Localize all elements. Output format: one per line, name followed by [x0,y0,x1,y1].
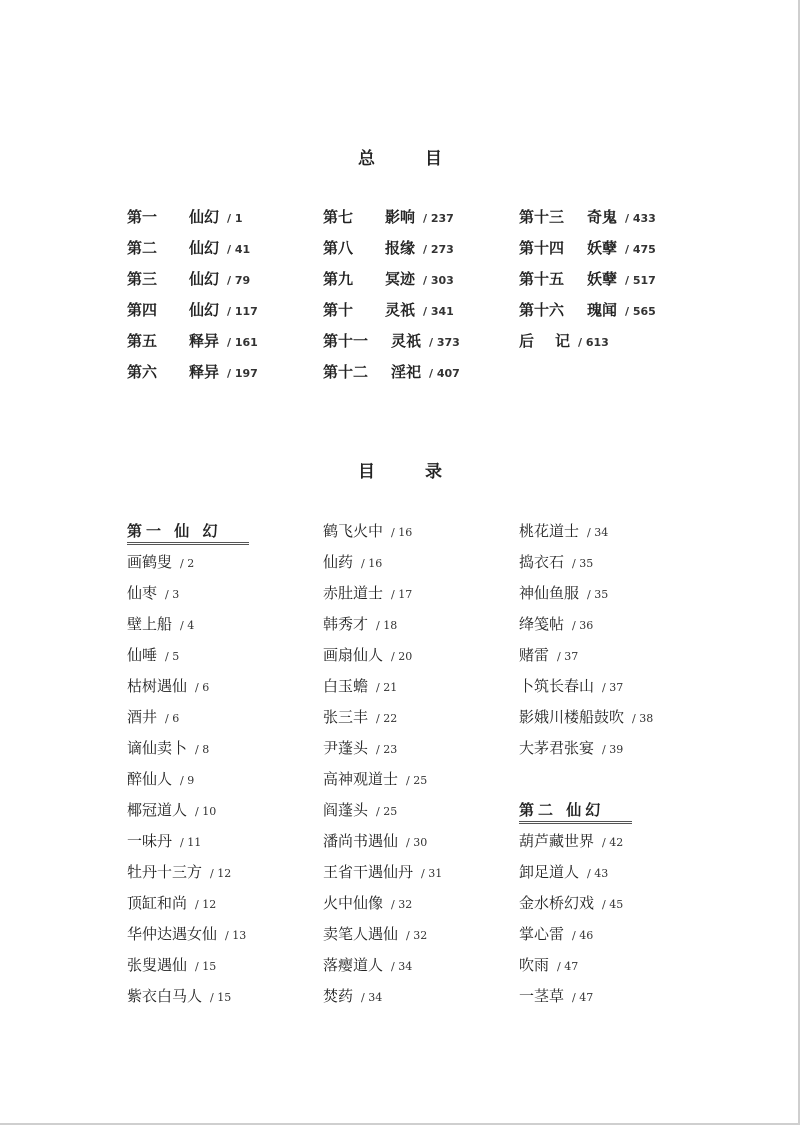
page-number: / 15 [195,960,217,973]
chapter-name: 奇鬼 [587,208,618,226]
chapter-number: 第四 [127,301,158,319]
toc-entry[interactable] [519,949,653,980]
toc-entry[interactable] [127,608,246,639]
spacer [519,763,653,794]
page-number: / 197 [227,367,258,380]
summary-entry[interactable] [127,264,258,295]
page-number: / 2 [180,557,195,570]
toc-entry[interactable] [323,546,442,577]
page-number: / 517 [625,274,656,287]
toc-entry[interactable] [127,701,246,732]
page-number: / 18 [376,619,398,632]
toc-entry[interactable] [323,887,442,918]
page-number: / 407 [429,367,460,380]
entry-title: 仙唾 [127,646,158,664]
page-number: / 25 [376,805,398,818]
entry-title: 捣衣石 [519,553,565,571]
chapter-name: 释异 [189,363,220,381]
toc-entry[interactable] [519,887,653,918]
page-number: / 34 [587,526,609,539]
chapter-name: 灵祇 [391,332,422,350]
toc-entry[interactable] [519,825,653,856]
page-number: / 12 [195,898,217,911]
toc-entry[interactable] [519,701,653,732]
summary-col-3 [519,202,656,357]
page-number: / 9 [180,774,195,787]
toc-entry[interactable] [127,732,246,763]
page-number: / 17 [391,588,413,601]
toc-entry[interactable] [519,577,653,608]
chapter-number: 第二 [127,239,158,257]
toc-entry[interactable] [519,515,653,546]
page-number: / 475 [625,243,656,256]
chapter-name: 释异 [189,332,220,350]
toc-entry[interactable] [127,887,246,918]
summary-entry[interactable] [323,357,460,388]
toc-entry[interactable] [519,546,653,577]
page-number: / 47 [557,960,579,973]
summary-entry[interactable] [127,202,258,233]
page-number: / 37 [602,681,624,694]
toc-entry[interactable] [323,639,442,670]
page-number: / 30 [406,836,428,849]
entry-title: 谪仙卖卜 [127,739,188,757]
page-number: / 22 [376,712,398,725]
toc-entry[interactable] [323,794,442,825]
toc-entry[interactable] [323,670,442,701]
toc-entry[interactable] [519,732,653,763]
entry-title: 画扇仙人 [323,646,384,664]
toc-entry[interactable] [323,856,442,887]
page-number: / 35 [572,557,594,570]
toc-entry[interactable] [127,856,246,887]
entry-title: 影娥川楼船鼓吹 [519,708,625,726]
toc-entry[interactable] [323,515,442,546]
page-number: / 45 [602,898,624,911]
chapter-name: 报缘 [385,239,416,257]
chapter-number: 第十二 [323,363,369,381]
toc-entry[interactable] [127,670,246,701]
page-number: / 3 [165,588,180,601]
entry-title: 落瘿道人 [323,956,384,974]
entry-title: 鹤飞火中 [323,522,384,540]
page-number: / 6 [195,681,210,694]
page-number: / 5 [165,650,180,663]
entry-title: 卜筑长春山 [519,677,595,695]
page-number: / 15 [210,991,232,1004]
chapter-name: 妖孽 [587,270,618,288]
entry-title: 吹雨 [519,956,550,974]
toc-entry[interactable] [127,794,246,825]
chapter-number: 第十五 [519,270,565,288]
entry-title: 火中仙像 [323,894,384,912]
entry-title: 枯树遇仙 [127,677,188,695]
page-number: / 303 [423,274,454,287]
entry-title: 葫芦藏世界 [519,832,595,850]
toc-entry[interactable] [323,608,442,639]
page-number: / 117 [227,305,258,318]
chapter-name: 记 [555,332,571,350]
summary-entry[interactable] [519,295,656,326]
toc-entry[interactable] [127,577,246,608]
page-number: / 613 [578,336,609,349]
entry-title: 仙药 [323,553,354,571]
summary-entry[interactable] [519,326,656,357]
toc-entry[interactable] [519,670,653,701]
page-number: / 42 [602,836,624,849]
summary-col-2 [323,202,460,388]
toc-entry[interactable] [323,577,442,608]
chapter-name: 影响 [385,208,416,226]
chapter-number: 后 [519,332,535,350]
section-heading-row [519,794,653,825]
toc-entry[interactable] [127,639,246,670]
summary-entry[interactable] [127,326,258,357]
page-number: / 433 [625,212,656,225]
chapter-name: 仙幻 [189,301,220,319]
page-number: / 6 [165,712,180,725]
page-number: / 46 [572,929,594,942]
contents-col-1 [127,515,246,1011]
chapter-name: 瑰闻 [587,301,618,319]
chapter-name: 仙幻 [189,270,220,288]
page-number: / 21 [376,681,398,694]
chapter-name: 仙幻 [189,208,220,226]
entry-title: 一茎草 [519,987,565,1005]
entry-title: 壁上船 [127,615,173,633]
page-number: / 8 [195,743,210,756]
page-number: / 32 [406,929,428,942]
summary-entry[interactable] [127,295,258,326]
toc-entry[interactable] [127,825,246,856]
page-number: / 1 [227,212,243,225]
page-number: / 41 [227,243,251,256]
entry-title: 牡丹十三方 [127,863,203,881]
page-number: / 20 [391,650,413,663]
toc-entry[interactable] [127,546,246,577]
page-number: / 341 [423,305,454,318]
entry-title: 仙枣 [127,584,158,602]
chapter-number: 第三 [127,270,158,288]
page-number: / 31 [421,867,443,880]
page-number: / 43 [587,867,609,880]
chapter-number: 第十六 [519,301,565,319]
entry-title: 醉仙人 [127,770,173,788]
page-number: / 273 [423,243,454,256]
chapter-number: 第五 [127,332,158,350]
page-number: / 34 [391,960,413,973]
entry-title: 画鹤叟 [127,553,173,571]
toc-entry[interactable] [323,980,442,1011]
entry-title: 卖笔人遇仙 [323,925,399,943]
chapter-number: 第六 [127,363,158,381]
toc-entry[interactable] [323,918,442,949]
page-number: / 16 [361,557,383,570]
page-number: / 37 [557,650,579,663]
toc-entry[interactable] [323,949,442,980]
chapter-number: 第十四 [519,239,565,257]
page-number: / 38 [632,712,654,725]
entry-title: 张三丰 [323,708,369,726]
toc-entry[interactable] [519,856,653,887]
entry-title: 高神观道士 [323,770,399,788]
toc-entry[interactable] [519,608,653,639]
entry-title: 掌心雷 [519,925,565,943]
contents-col-3 [519,515,653,1011]
page-number: / 4 [180,619,195,632]
page-number: / 36 [572,619,594,632]
page-number: / 32 [391,898,413,911]
chapter-number: 第十一 [323,332,369,350]
page-number: / 161 [227,336,258,349]
summary-entry[interactable] [127,357,258,388]
chapter-number: 第十三 [519,208,565,226]
summary-entry[interactable] [127,233,258,264]
summary-entry[interactable] [323,326,460,357]
chapter-number: 第七 [323,208,354,226]
toc-entry[interactable] [127,918,246,949]
entry-title: 紫衣白马人 [127,987,203,1005]
toc-entry[interactable] [323,763,442,794]
toc-entry[interactable] [323,701,442,732]
section-heading-row [127,515,246,546]
page-number: / 39 [602,743,624,756]
page-number: / 565 [625,305,656,318]
chapter-name: 仙幻 [189,239,220,257]
page-number: / 10 [195,805,217,818]
chapter-number: 第八 [323,239,354,257]
page-number: / 373 [429,336,460,349]
page-number: / 12 [210,867,232,880]
summary-entry[interactable] [323,264,460,295]
entry-title: 大茅君张宴 [519,739,595,757]
entry-title: 赤肚道士 [323,584,384,602]
entry-title: 绛笺帖 [519,615,565,633]
entry-title: 王省干遇仙丹 [323,863,414,881]
summary-entry[interactable] [519,233,656,264]
toc-entry[interactable] [519,980,653,1011]
summary-entry[interactable] [519,264,656,295]
toc-entry[interactable] [323,825,442,856]
summary-col-1 [127,202,258,388]
entry-title: 张叟遇仙 [127,956,188,974]
entry-title: 卸足道人 [519,863,580,881]
entry-title: 神仙鱼服 [519,584,580,602]
entry-title: 焚药 [323,987,354,1005]
toc-entry[interactable] [127,980,246,1011]
page-number: / 79 [227,274,251,287]
chapter-name: 冥迹 [385,270,416,288]
contents-col-2 [323,515,442,1011]
page-number: / 13 [225,929,247,942]
entry-title: 韩秀才 [323,615,369,633]
entry-title: 华仲达遇女仙 [127,925,218,943]
page-number: / 237 [423,212,454,225]
toc-entry[interactable] [519,918,653,949]
section-heading: 第一 仙 幻 [127,516,221,547]
contents-title: 目 录 [358,462,464,482]
toc-entry[interactable] [127,763,246,794]
chapter-number: 第一 [127,208,158,226]
page-number: / 34 [361,991,383,1004]
summary-entry[interactable] [519,202,656,233]
toc-entry[interactable] [519,639,653,670]
page-number: / 11 [180,836,202,849]
chapter-name: 淫祀 [391,363,422,381]
entry-title: 金水桥幻戏 [519,894,595,912]
summary-entry[interactable] [323,233,460,264]
entry-title: 白玉蟾 [323,677,369,695]
entry-title: 尹蓬头 [323,739,369,757]
chapter-name: 妖孽 [587,239,618,257]
summary-entry[interactable] [323,295,460,326]
section-heading: 第二 仙幻 [519,795,604,826]
entry-title: 酒井 [127,708,158,726]
chapter-name: 灵祇 [385,301,416,319]
summary-title: 总 目 [358,149,464,169]
chapter-number: 第十 [323,301,354,319]
chapter-number: 第九 [323,270,354,288]
page-number: / 25 [406,774,428,787]
entry-title: 顶缸和尚 [127,894,188,912]
toc-entry[interactable] [127,949,246,980]
entry-title: 桃花道士 [519,522,580,540]
page-number: / 23 [376,743,398,756]
entry-title: 赌雷 [519,646,550,664]
page-number: / 16 [391,526,413,539]
entry-title: 潘尚书遇仙 [323,832,399,850]
toc-entry[interactable] [323,732,442,763]
entry-title: 一味丹 [127,832,173,850]
summary-entry[interactable] [323,202,460,233]
entry-title: 阎蓬头 [323,801,369,819]
entry-title: 椰冠道人 [127,801,188,819]
page-number: / 35 [587,588,609,601]
page-number: / 47 [572,991,594,1004]
